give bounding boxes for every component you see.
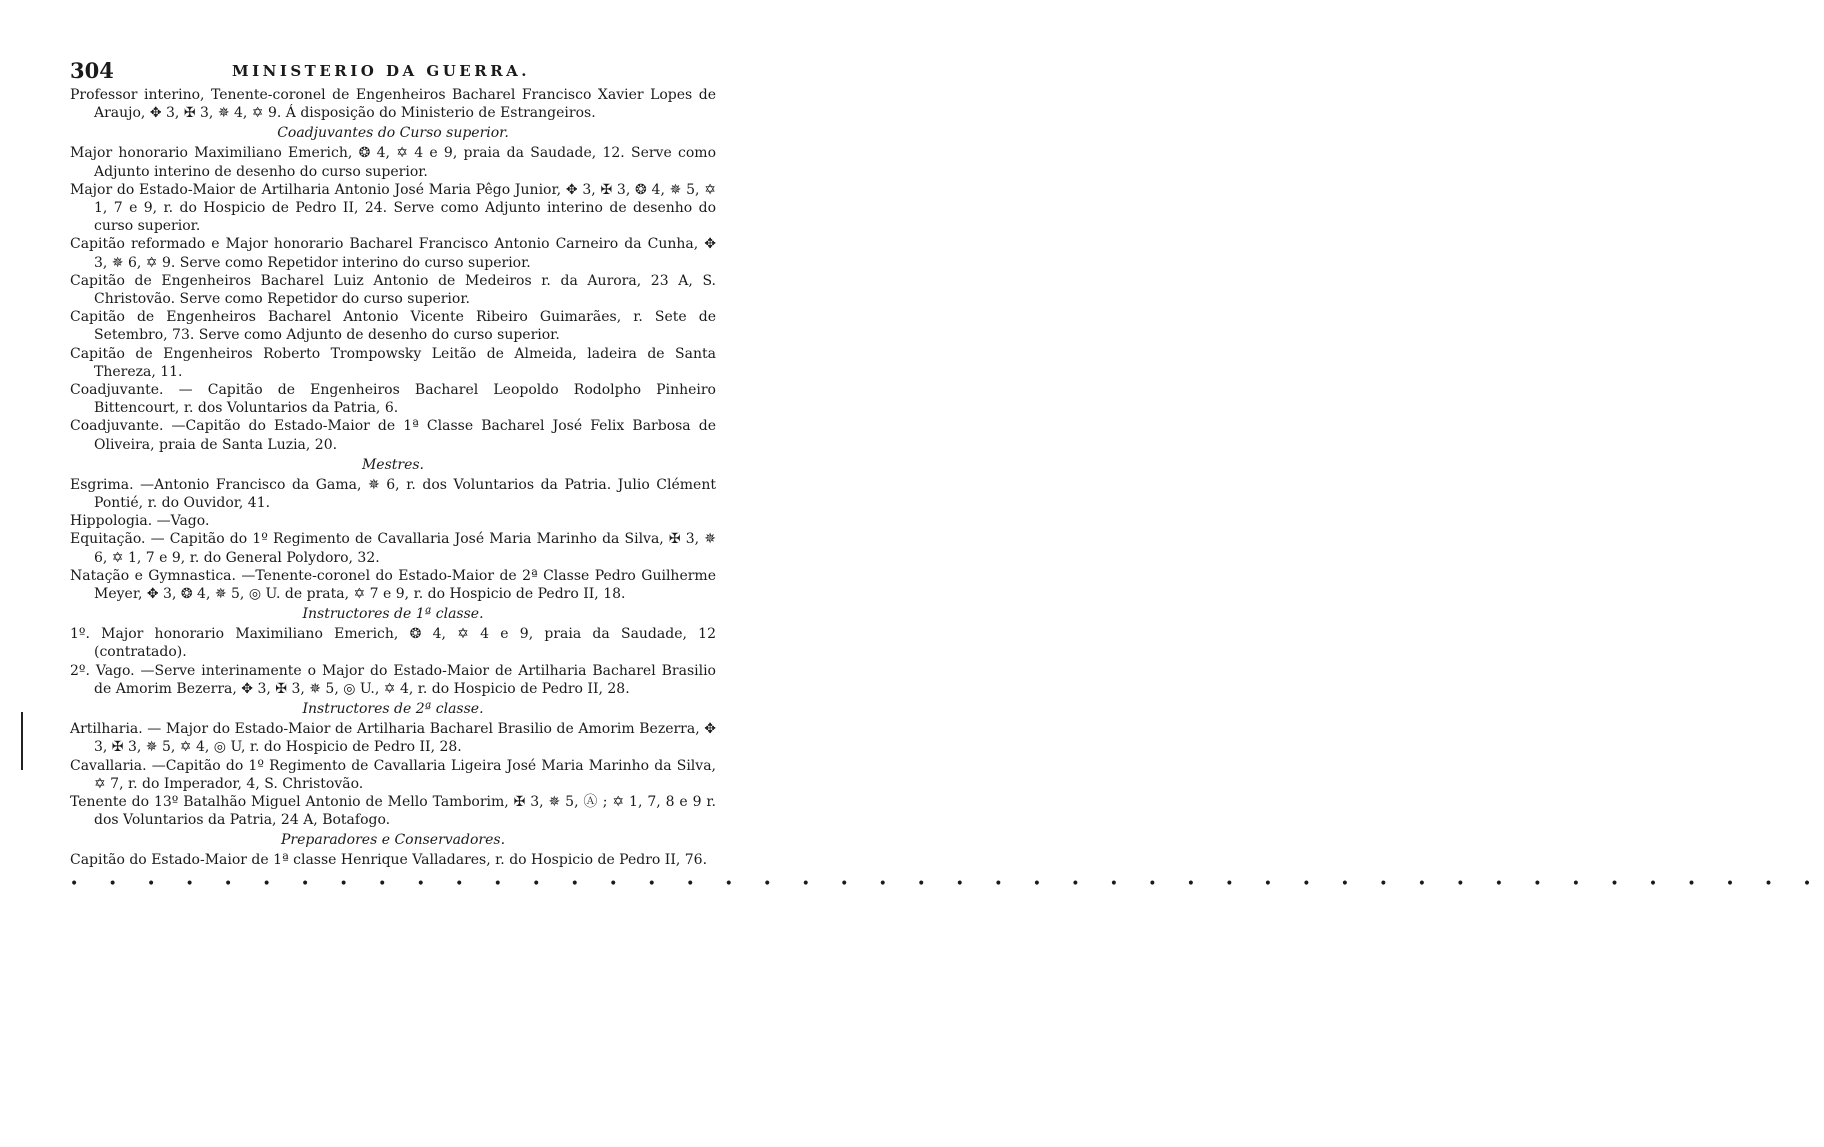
list-item: Esgrima. —Antonio Francisco da Gama, ✵ 6, r. dos Voluntarios da Patria. Julio Clément Pontié, r. do Ouvidor, 41. [70,476,716,512]
list-item: Equitação. — Capitão do 1º Regimento de Cavallaria José Maria Marinho da Silva, ✠ 3, ✵ 6, ✡ 1, 7 e 9, r. do General Polydoro, 32. [70,531,716,566]
section-title-instructores-1: Instructores de 1ª classe. [302,606,484,623]
margin-rule [21,712,23,770]
running-title: MINISTERIO DA GUERRA. [232,62,531,80]
list-item: Capitão de Engenheiros Roberto Trompowsky Leitão de Almeida, ladeira de Santa Thereza, 11. [70,345,716,380]
list-item: Coadjuvante. — Capitão de Engenheiros Bacharel Leopoldo Rodolpho Pinheiro Bittencourt, r. dos Voluntarios da Patria, 6. [70,382,716,417]
section-title-mestres: Mestres. [361,456,425,473]
section-title-coadjuvantes: Coadjuvantes do Curso superior. [277,125,509,142]
list-item: Major do Estado-Maior de Artilharia Antonio José Maria Pêgo Junior, ✥ 3, ✠ 3, ❂ 4, ✵ 5, ✡ 1, 7 e 9, r. do Hospicio de Pedro II, 24. Serve como Adjunto interino de desenho do curso superior. [70,181,716,235]
list-item: Artilharia. — Major do Estado-Maior de Artilharia Bacharel Brasilio de Amorim Bezerra, ✥ 3, ✠ 3, ✵ 5, ✡ 4, ◎ U, r. do Hospicio de Pedro II, 28. [70,721,716,756]
section-title-instructores-2: Instructores de 2ª classe. [302,701,484,718]
list-item: Capitão do Estado-Maior de 1ª classe Henrique Valladares, r. do Hospicio de Pedro II, 76. [70,852,708,869]
page-number: 304 [70,58,114,83]
list-item: Cavallaria. —Capitão do 1º Regimento de Cavallaria Ligeira José Maria Marinho da Silva, ✡ 7, r. do Imperador, 4, S. Christovão. [70,757,716,792]
list-item: Natação e Gymnastica. —Tenente-coronel do Estado-Maior de 2ª Classe Pedro Guilherme Meyer, ✥ 3, ❂ 4, ✵ 5, ◎ U. de prata, ✡ 7 e 9, r. do Hospicio de Pedro II, 18. [70,567,716,603]
list-item: Coadjuvante. —Capitão do Estado-Maior de 1ª Classe Bacharel José Felix Barbosa de Oliveira, praia de Santa Luzia, 20. [70,418,716,453]
intro-entry: Professor interino, Tenente-coronel de Engenheiros Bacharel Francisco Xavier Lopes de Araujo, ✥ 3, ✠ 3, ✵ 4, ✡ 9. Á disposição do Ministerio de Estrangeiros. [70,87,716,122]
list-item: Major honorario Maximiliano Emerich, ❂ 4, ✡ 4 e 9, praia da Saudade, 12. Serve como Adjunto interino de desenho do curso superior. [70,145,716,180]
list-item: Capitão de Engenheiros Bacharel Antonio Vicente Ribeiro Guimarães, r. Sete de Setembro, 73. Serve como Adjunto de desenho do curso superior. [70,309,716,344]
page-header [70,58,716,84]
list-item: Tenente do 13º Batalhão Miguel Antonio de Mello Tamborim, ✠ 3, ✵ 5, Ⓐ ; ✡ 1, 7, 8 e 9 r. dos Voluntarios da Patria, 24 A, Botafogo. [70,793,716,829]
list-item: 2º. Vago. —Serve interinamente o Major do Estado-Maior de Artilharia Bacharel Brasilio de Amorim Bezerra, ✥ 3, ✠ 3, ✵ 5, ◎ U., ✡ 4, r. do Hospicio de Pedro II, 28. [70,662,716,697]
list-item: Capitão reformado e Major honorario Bacharel Francisco Antonio Carneiro da Cunha, ✥ 3, ✵ 6, ✡ 9. Serve como Repetidor interino do curso superior. [70,236,716,271]
list-item: Capitão de Engenheiros Bacharel Luiz Antonio de Medeiros r. da Aurora, 23 A, S. Christovão. Serve como Repetidor do curso superior. [70,272,716,308]
list-item: 1º. Major honorario Maximiliano Emerich, ❂ 4, ✡ 4 e 9, praia da Saudade, 12 (contratado). [70,626,716,661]
dot-leader-divider: • • • • • • • • • • • • • • • • • • • • • • • • • • • • • • • • • • • • • • • • • • • • • • [70,875,1824,892]
list-item: Hippologia. —Vago. [70,513,210,530]
section-title-preparadores: Preparadores e Conservadores. [280,832,506,849]
